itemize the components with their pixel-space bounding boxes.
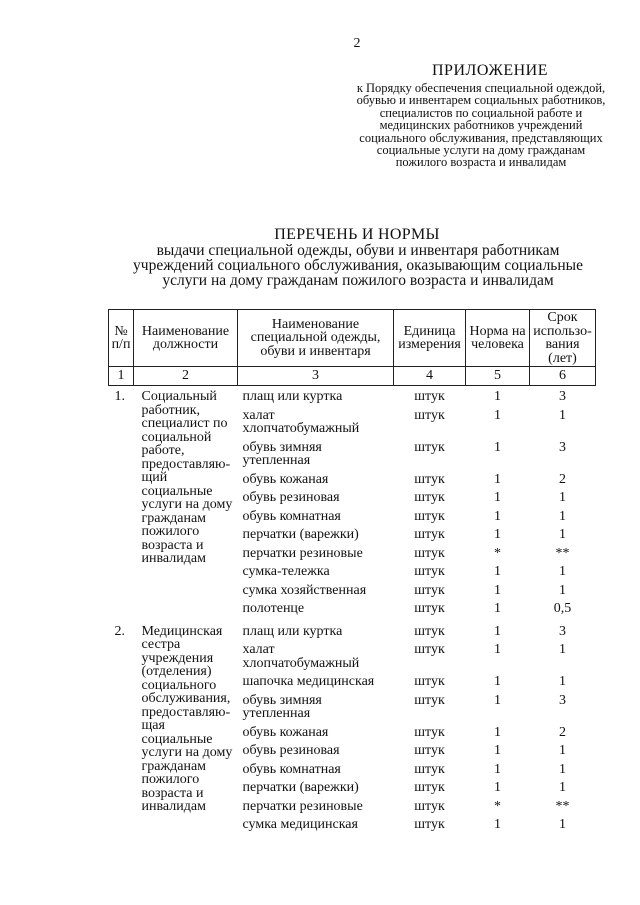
- item-unit: штук: [414, 564, 445, 579]
- item-name: обувь комнатная: [242, 761, 341, 777]
- item-norm: 1: [494, 642, 501, 657]
- item-term: 1: [559, 490, 566, 505]
- item-norm: 1: [494, 389, 501, 404]
- item-unit: штук: [414, 642, 445, 657]
- item-norm: *: [494, 545, 501, 561]
- item-unit: штук: [414, 508, 445, 524]
- item-norm: 1: [494, 692, 501, 708]
- norms-table: [108, 309, 596, 837]
- item-unit: штук: [414, 490, 445, 505]
- item-norm: 1: [494, 761, 501, 777]
- item-name: обувь зимняя утепленная: [242, 439, 322, 468]
- item-term: 3: [559, 389, 566, 404]
- header-item: Наименование специальной одежды, обуви и инвентаря: [238, 310, 394, 367]
- item-norm: 1: [494, 724, 501, 740]
- item-name: халат хлопчатобумажный: [242, 407, 360, 436]
- item-name: сумка-тележка: [242, 564, 330, 579]
- item-unit: штук: [414, 780, 445, 795]
- item-unit: штук: [414, 623, 445, 639]
- item-name: перчатки (варежки): [242, 527, 359, 542]
- item-name: обувь резиновая: [242, 490, 340, 505]
- item-term: 1: [559, 642, 566, 657]
- item-term: 1: [559, 817, 566, 832]
- item-name: перчатки (варежки): [242, 780, 359, 795]
- item-name: сумка медицинская: [242, 817, 358, 832]
- item-term: 1: [559, 743, 566, 758]
- column-number-row: [109, 367, 596, 386]
- item-term: 3: [559, 623, 566, 639]
- item-name: сумка хозяйственная: [242, 582, 367, 598]
- column-number: 4: [394, 367, 466, 386]
- item-name: обувь кожаная: [242, 471, 329, 487]
- page-number: 2: [353, 36, 361, 51]
- column-number: 5: [466, 367, 530, 386]
- item-norm: 1: [494, 817, 501, 832]
- item-norm: 1: [494, 601, 501, 616]
- item-unit: штук: [414, 798, 445, 814]
- item-name: полотенце: [242, 601, 305, 616]
- item-unit: штук: [414, 761, 445, 777]
- item-term: **: [555, 798, 570, 814]
- header-position: Наименование должности: [134, 310, 238, 367]
- table-row: [109, 390, 596, 409]
- item-term: 1: [559, 674, 566, 689]
- row-number: 2.: [114, 623, 125, 639]
- item-unit: штук: [414, 471, 445, 487]
- item-name: халат хлопчатобумажный: [242, 642, 360, 671]
- item-norm: 1: [494, 674, 501, 689]
- header-term: Срок использо-вания (лет): [530, 310, 596, 367]
- header-norm: Норма на человека: [466, 310, 530, 367]
- item-name: обувь резиновая: [242, 743, 340, 758]
- column-number: 6: [530, 367, 596, 386]
- item-norm: 1: [494, 564, 501, 579]
- item-unit: штук: [414, 439, 445, 455]
- item-name: перчатки резиновые: [242, 545, 363, 561]
- item-unit: штук: [414, 674, 445, 689]
- appendix-title: ПРИЛОЖЕНИЕ: [432, 62, 549, 79]
- item-term: 1: [559, 564, 566, 579]
- document-subtitle: выдачи специальной одежды, обуви и инвентаря работникам учреждений социального обслуживания, оказывающим социальные услуги на дому гражданам пожилого возраста и инвалидам: [133, 242, 583, 289]
- item-unit: штук: [414, 724, 445, 740]
- item-name: плащ или куртка: [242, 623, 343, 639]
- item-norm: 1: [494, 780, 501, 795]
- item-term: 3: [559, 439, 566, 455]
- item-norm: 1: [494, 471, 501, 487]
- appendix-note: к Порядку обеспечения специальной одеждой, обувью и инвентарем социальных работников, специалистов по социальной работе и медицинских работников учреждений социального обслуживания, представляющих социальные услуги на дому гражданам пожилого возраста и инвалидам: [356, 81, 606, 170]
- item-name: плащ или куртка: [242, 389, 343, 404]
- item-name: обувь комнатная: [242, 508, 341, 524]
- item-term: 1: [559, 761, 566, 777]
- item-unit: штук: [414, 817, 445, 832]
- item-norm: 1: [494, 582, 501, 598]
- item-unit: штук: [414, 389, 445, 404]
- column-number: 2: [134, 367, 238, 386]
- item-unit: штук: [414, 743, 445, 758]
- item-name: шапочка медицинская: [242, 674, 375, 689]
- item-term: 2: [559, 471, 566, 487]
- header-number: № п/п: [109, 310, 134, 367]
- item-unit: штук: [414, 545, 445, 561]
- item-term: 1: [559, 508, 566, 524]
- column-number: 1: [109, 367, 134, 386]
- item-unit: штук: [414, 601, 445, 616]
- item-term: 0,5: [553, 601, 572, 616]
- item-unit: штук: [414, 407, 445, 423]
- item-unit: штук: [414, 692, 445, 708]
- item-norm: 1: [494, 490, 501, 505]
- table-row: [109, 625, 596, 644]
- table-header-row: [109, 310, 596, 367]
- item-term: 1: [559, 582, 566, 598]
- header-unit: Единица измерения: [394, 310, 466, 367]
- item-norm: 1: [494, 508, 501, 524]
- item-term: 1: [559, 527, 566, 542]
- item-name: обувь зимняя утепленная: [242, 692, 322, 721]
- item-norm: 1: [494, 623, 501, 639]
- item-norm: 1: [494, 743, 501, 758]
- item-norm: 1: [494, 439, 501, 455]
- item-norm: *: [494, 798, 501, 814]
- row-number: 1.: [114, 389, 125, 404]
- position-name: Медицинская сестра учреждения (отделения) социального обслуживания, предоставляю-щая социальные услуги на дому гражданам пожилого возраста и инвалидам: [141, 623, 233, 814]
- item-norm: 1: [494, 527, 501, 542]
- item-term: 1: [559, 407, 566, 423]
- item-unit: штук: [414, 527, 445, 542]
- item-term: 3: [559, 692, 566, 708]
- item-norm: 1: [494, 407, 501, 423]
- item-term: 2: [559, 724, 566, 740]
- item-term: 1: [559, 780, 566, 795]
- document-title: ПЕРЕЧЕНЬ И НОРМЫ: [274, 226, 440, 243]
- item-name: обувь кожаная: [242, 724, 329, 740]
- item-name: перчатки резиновые: [242, 798, 363, 814]
- item-unit: штук: [414, 582, 445, 598]
- item-term: **: [555, 545, 570, 561]
- position-name: Социальный работник, специалист по социальной работе, предоставляю-щий социальные услуги на дому гражданам пожилого возраста и инвалидам: [141, 389, 233, 566]
- column-number: 3: [238, 367, 394, 386]
